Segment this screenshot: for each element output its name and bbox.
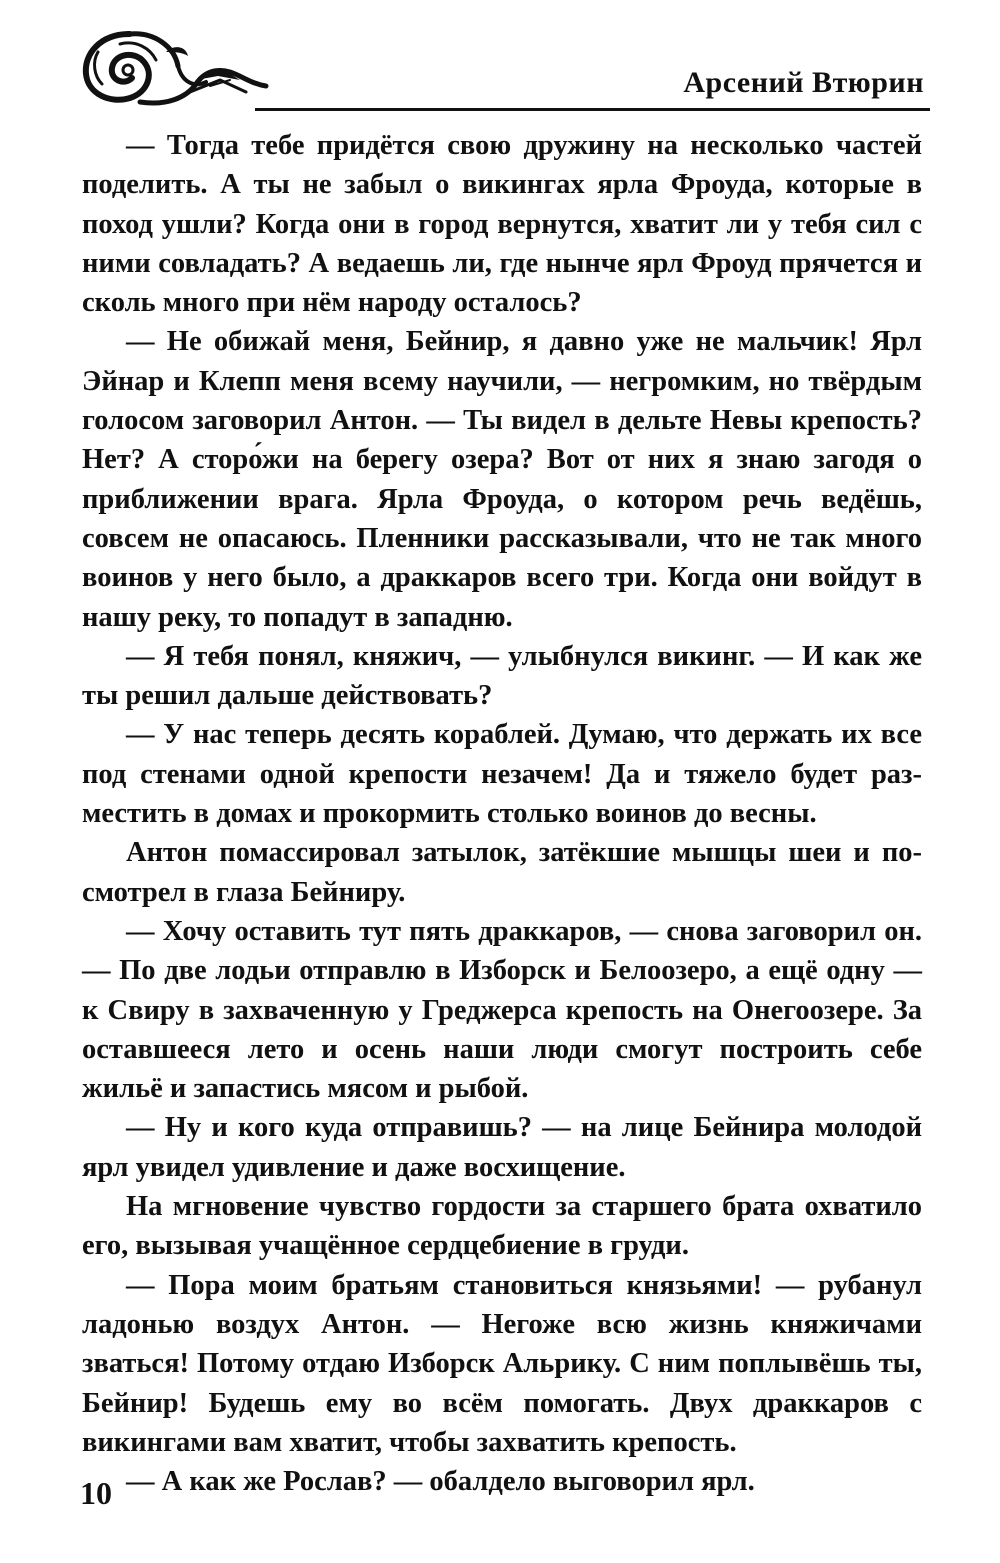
paragraph: — Я тебя понял, княжич, — улыбнулся викинг. — И как же ты решил дальше действовать? (82, 640, 922, 712)
paragraph: На мгновение чувство гордости за старшего брата охватило его, вызывая учащённое сердцебиение в груди. (82, 1191, 922, 1262)
paragraph: — А как же Рослав? — обалдело выговорил ярл. (126, 1466, 755, 1498)
body-text (82, 126, 922, 1501)
celtic-knot-ornament-icon (70, 22, 270, 112)
paragraph: — Тогда тебе придётся свою дружину на несколько частей поделить. А ты не забыл о викингах ярла Фроуда, которые в поход ушли? Когда они в город вернутся, хватит ли у тебя сил с ними совладать? А ведаешь ли, где нынче ярл Фроуд прячется и сколь много при нём народу осталось? (82, 130, 922, 319)
paragraph: — Хочу оставить тут пять драккаров, — снова заговорил он. — По две лодьи отправлю в Изборск и Белоозеро, а ещё одну — к Свиру в захваченную у Греджерса крепость на Онегоозере. За оставшееся лето и осень наши люди смогут построить себе жильё и запастись мясом и рыбой. (82, 915, 922, 1105)
header-rule (255, 108, 930, 111)
page-header (70, 22, 930, 112)
paragraph: Антон помассировал затылок, затёкшие мышцы шеи и посмотрел в глаза Бейниру. (82, 837, 922, 908)
paragraph: — Ну и кого куда отправишь? — на лице Бейнира молодой ярл увидел удивление и даже восхищение. (82, 1112, 922, 1183)
paragraph: — Пора моим братьям становиться князьями! — рубанул ладонью воздух Антон. — Негоже всю жизнь княжичами зваться! Потому отдаю Изборск Альрику. С ним поплывёшь ты, Бейнир! Будешь ему во всём помогать. Двух драккаров с викингами вам хватит, чтобы захватить крепость. (82, 1269, 922, 1458)
page-number: 10 (80, 1475, 112, 1511)
paragraph: — У нас теперь десять кораблей. Думаю, что держать их все под стенами одной крепости незачем! Да и тяжело будет разместить в домах и прокормить столько воинов до весны. (82, 719, 922, 830)
running-head-author: Арсений Втюрин (683, 66, 924, 99)
paragraph: — Не обижай меня, Бейнир, я давно уже не мальчик! Ярл Эйнар и Клепп меня всему научили, — негромким, но твёрдым голосом заговорил Антон. — Ты видел в дельте Невы крепость? Нет? А сторо́жи на берегу озера? Вот от них я знаю загодя о приближении врага. Ярла Фроуда, о котором речь ведёшь, совсем не опасаюсь. Пленники рассказывали, что не так много воинов у него было, а драккаров всего три. Когда они войдут в нашу реку, то попадут в западню. (82, 326, 922, 633)
